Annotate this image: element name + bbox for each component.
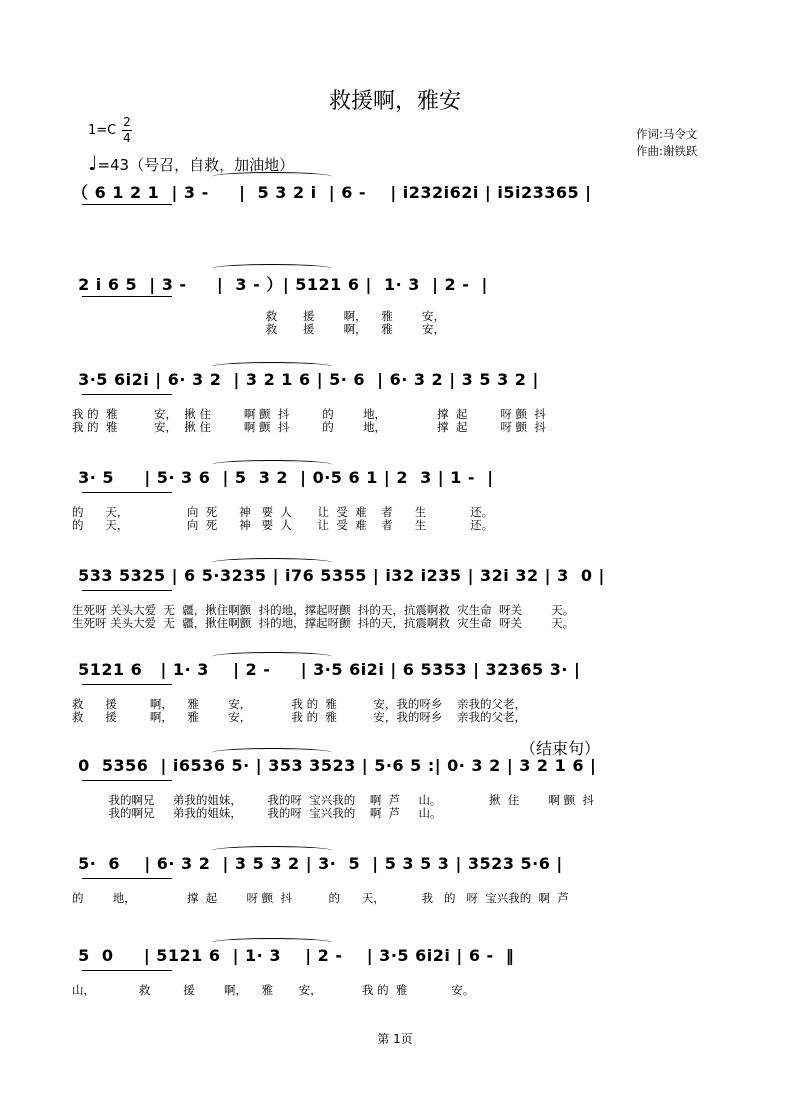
lyric-line: 我的啊兄 弟我的姐妹， 我的呀 宝兴我的 啊 芦 山。 xyxy=(72,806,442,820)
key-signature: 1=C xyxy=(88,123,117,138)
quarter-note-icon: ♩ xyxy=(88,151,98,175)
ending-annotation: （结束句） xyxy=(520,739,601,758)
lyric-line: 的 天， 向 死 神 要 人 让 受 难 者 生 还。 xyxy=(72,505,494,519)
notes-line: 533 5325 | 6 5·3235 | i76 5355 | i32 i235 | 32i 32 | 3 0 | xyxy=(72,566,605,585)
lyric-line: 我 的 雅 安， 揪 住 啊 颤 抖 的 地， 撑 起 呀 颤 抖 xyxy=(72,420,546,434)
lyric-line: 的 地， 撑 起 呀 颤 抖 的 天， 我 的 呀 宝兴我的 啊 芦 xyxy=(72,891,569,905)
beam-line xyxy=(82,878,172,879)
slur xyxy=(212,846,332,855)
slur xyxy=(212,748,332,757)
score-row-2 xyxy=(72,272,742,362)
score-row-1 xyxy=(72,180,742,270)
beam-line xyxy=(82,590,172,591)
lyric-line: 山， 救 援 啊， 雅 安， 我 的 雅 安。 xyxy=(72,983,475,997)
beam-line xyxy=(82,394,172,395)
lyric-line: 救 援 啊， 雅 安， xyxy=(72,309,445,323)
lyric-line: 救 援 啊， 雅 安， 我 的 雅 安，我的呀乡 亲我的父老， xyxy=(72,697,527,711)
page-number: 第 1页 xyxy=(377,1032,413,1046)
notes-line: 0 5356 | i6536 5· | 353 3523 | 5·6 5 :| 0· 3 2 | 3 2 1 6 | xyxy=(72,756,597,775)
score-row-7 xyxy=(72,739,742,846)
slur xyxy=(212,264,332,273)
notes-line: （ 6 1 2 1 | 3 - | 5 3 2 i | 6 - | i232i62i | i5i23365 | xyxy=(72,183,592,202)
lyric-line: 我的啊兄 弟我的姐妹， 我的呀 宝兴我的 啊 芦 山。 揪 住 啊 颤 抖 xyxy=(72,793,594,807)
notes-line: 5121 6 | 1· 3 | 2 - | 3·5 6i2i | 6 5353 | 32365 3· | xyxy=(72,660,581,679)
slur xyxy=(212,938,332,947)
score-row-8 xyxy=(72,854,742,944)
slur xyxy=(212,172,332,181)
lyric-line: 救 援 啊， 雅 安， xyxy=(72,322,445,336)
score-row-4 xyxy=(72,468,742,558)
time-signature xyxy=(122,116,132,145)
page-title: 救援啊，雅安 xyxy=(328,89,461,114)
beam-line xyxy=(82,970,172,971)
beam-line xyxy=(82,296,172,297)
time-signature-bottom: 4 xyxy=(123,131,131,145)
lyric-line: 生死呀 关头大爱 无 疆，揪住啊颤 抖的地，撑起呀颤 抖的天，抗震啊救 灾生命 呀关 天。 xyxy=(72,616,575,630)
slur xyxy=(212,460,332,469)
score-row-5 xyxy=(72,566,742,656)
credits xyxy=(636,126,697,160)
slur xyxy=(212,652,332,661)
time-signature-top: 2 xyxy=(123,115,131,129)
slur xyxy=(212,558,332,567)
lyric-line: 的 天， 向 死 神 要 人 让 受 难 者 生 还。 xyxy=(72,518,494,532)
notes-line: 5 0 | 5121 6 | 1· 3 | 2 - | 3·5 6i2i | 6 - ‖ xyxy=(72,946,515,965)
score-row-6 xyxy=(72,660,742,750)
lyricist: 作词:马令文 xyxy=(636,127,698,141)
score-row-3 xyxy=(72,370,742,460)
notes-line: 3· 5 | 5· 3 6 | 5 3 2 | 0·5 6 1 | 2 3 | 1 - | xyxy=(72,468,494,487)
notes-line: 3·5 6i2i | 6· 3 2 | 3 2 1 6 | 5· 6 | 6· 3 2 | 3 5 3 2 | xyxy=(72,370,539,389)
tempo-text: =43（号召，自救，加油地） xyxy=(97,156,295,174)
beam-line xyxy=(82,780,172,781)
beam-line xyxy=(82,204,172,205)
slur xyxy=(212,362,332,371)
lyric-line: 救 援 啊， 雅 安， 我 的 雅 安，我的呀乡 亲我的父老， xyxy=(72,710,527,724)
notes-line: 5· 6 | 6· 3 2 | 3 5 3 2 | 3· 5 | 5 3 5 3 | 3523 5·6 | xyxy=(72,854,563,873)
notes-line: 2 i 6 5 | 3 - | 3 - ）| 5121 6 | 1· 3 | 2 - | xyxy=(72,275,488,294)
score-row-9 xyxy=(72,946,742,1036)
lyric-line: 生死呀 关头大爱 无 疆，揪住啊颤 抖的地，撑起呀颤 抖的天，抗震啊救 灾生命 呀关 天。 xyxy=(72,603,575,617)
beam-line xyxy=(82,492,172,493)
composer: 作曲:谢铁跃 xyxy=(636,144,698,158)
beam-line xyxy=(82,684,172,685)
lyric-line: 我 的 雅 安， 揪 住 啊 颤 抖 的 地， 撑 起 呀 颤 抖 xyxy=(72,407,546,421)
